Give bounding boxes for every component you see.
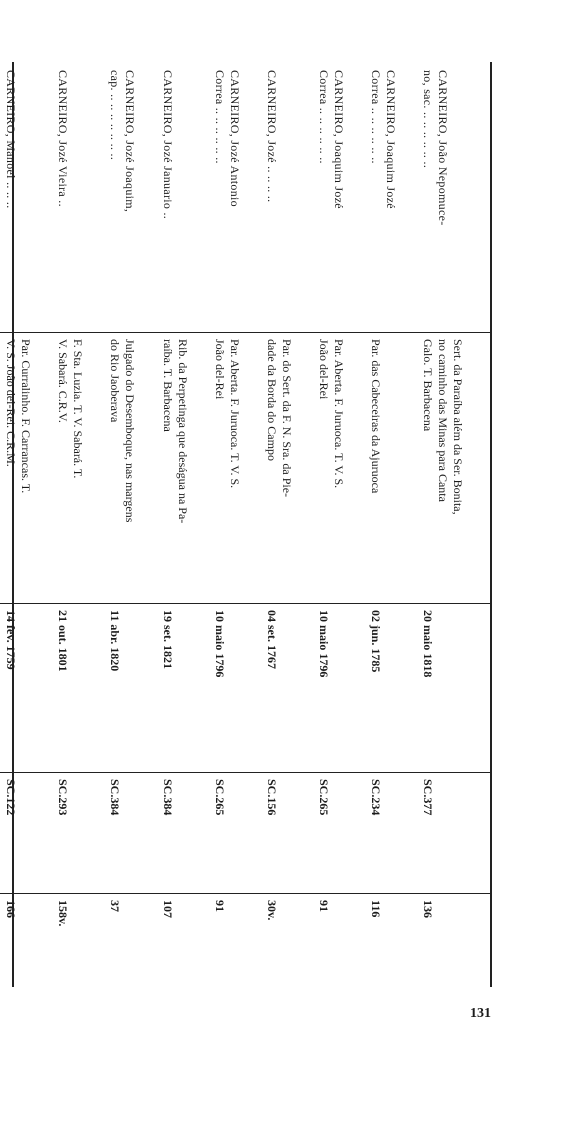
- folio-number: 166: [0, 894, 52, 1029]
- place-description: Par. do Sert. da F. N. Sra. da Pie- dade da Borda do Campo: [261, 333, 313, 604]
- register-code: SC.234: [365, 773, 417, 894]
- grant-date: 11 abr. 1820: [104, 604, 156, 773]
- folio-number: 91: [209, 894, 261, 1029]
- folio-number: 91: [313, 894, 365, 1029]
- grantee-name: CARNEIRO, Manoel .. .. ..: [4, 70, 18, 209]
- table-row: [417, 64, 492, 1028]
- table-row: [365, 64, 417, 1028]
- register-code: SC.265: [313, 773, 365, 894]
- folio-number: 116: [365, 894, 417, 1029]
- folio-number: 136: [417, 894, 492, 1029]
- register-code: SC.265: [209, 773, 261, 894]
- sesmarias-register-table: [0, 64, 492, 1028]
- folio-number: 107: [157, 894, 209, 1029]
- grantee-name: CARNEIRO, Jozé Joaquim, cap. .. .. .. .. .. .. ..: [108, 70, 138, 213]
- grant-date: 20 maio 1818: [417, 604, 492, 773]
- place-description: Par. das Cabeceiras da Ajuruoca: [365, 333, 417, 604]
- place-description: Sert. da Paraíba além da Ser. Bonita, no caminho das Minas para Canta Galo. T. Barbacena: [417, 333, 492, 604]
- grant-date: 14 fev. 1759: [0, 604, 52, 773]
- register-code: SC.377: [417, 773, 492, 894]
- table-row: [0, 64, 52, 1028]
- grant-date: 02 jun. 1785: [365, 604, 417, 773]
- grantee-name: CARNEIRO, Jozé Antonio Correa .. .. .. .. .. ..: [212, 70, 242, 207]
- grant-date: 21 out. 1801: [52, 604, 104, 773]
- grant-date: 10 maio 1796: [313, 604, 365, 773]
- grant-date: 04 set. 1767: [261, 604, 313, 773]
- register-code: SC.384: [104, 773, 156, 894]
- table-row: [157, 64, 209, 1028]
- table-row: [104, 64, 156, 1028]
- place-description: Julgado do Desemboque, nas margens do Rio Jaoberava: [104, 333, 156, 604]
- grantee-name: CARNEIRO, Joaquim Jozé Correa .. .. .. .. .. ..: [317, 70, 347, 209]
- grantee-name: CARNEIRO, João Nepomuce- no, sac. .. .. .. .. .. ..: [421, 70, 451, 226]
- register-code: SC.156: [261, 773, 313, 894]
- grant-date: 19 set. 1821: [157, 604, 209, 773]
- register-code: SC.122: [0, 773, 52, 894]
- table-row: [52, 64, 104, 1028]
- page-number: 131: [470, 1006, 491, 1021]
- table-row: [209, 64, 261, 1028]
- folio-number: 158v.: [52, 894, 104, 1029]
- place-description: F. Sta. Luzia. T. V. Sabará. T. V. Sabará. C.R.V.: [52, 333, 104, 604]
- place-description: Par. Aberta. F. Juruoca. T. V. S. João del-Rei: [209, 333, 261, 604]
- grantee-name: CARNEIRO, Jozé Vieira ..: [56, 70, 71, 207]
- folio-number: 37: [104, 894, 156, 1029]
- grantee-name: CARNEIRO, Jozé .. .. .. ..: [264, 70, 279, 203]
- rotated-table-container: [0, 64, 492, 964]
- place-description: Rib. da Perpetinga que deságua na Pa- raíba. T. Barbacena: [157, 333, 209, 604]
- place-description: Par. Curralinho. F. Carrancas. T. V. S. João del-Rei. C.R.M.: [0, 333, 52, 604]
- grantee-name: CARNEIRO, Jozé Januario ..: [160, 70, 175, 220]
- folio-number: 30v.: [261, 894, 313, 1029]
- grant-date: 10 maio 1796: [209, 604, 261, 773]
- register-code: SC.293: [52, 773, 104, 894]
- register-code: SC.384: [157, 773, 209, 894]
- grantee-name: CARNEIRO, Joaquim Jozé Correa .. .. .. .. .. ..: [369, 70, 399, 209]
- place-description: Par. Aberta. F. Juruoca. T. V. S. João del-Rei: [313, 333, 365, 604]
- table-row: [313, 64, 365, 1028]
- table-row: [261, 64, 313, 1028]
